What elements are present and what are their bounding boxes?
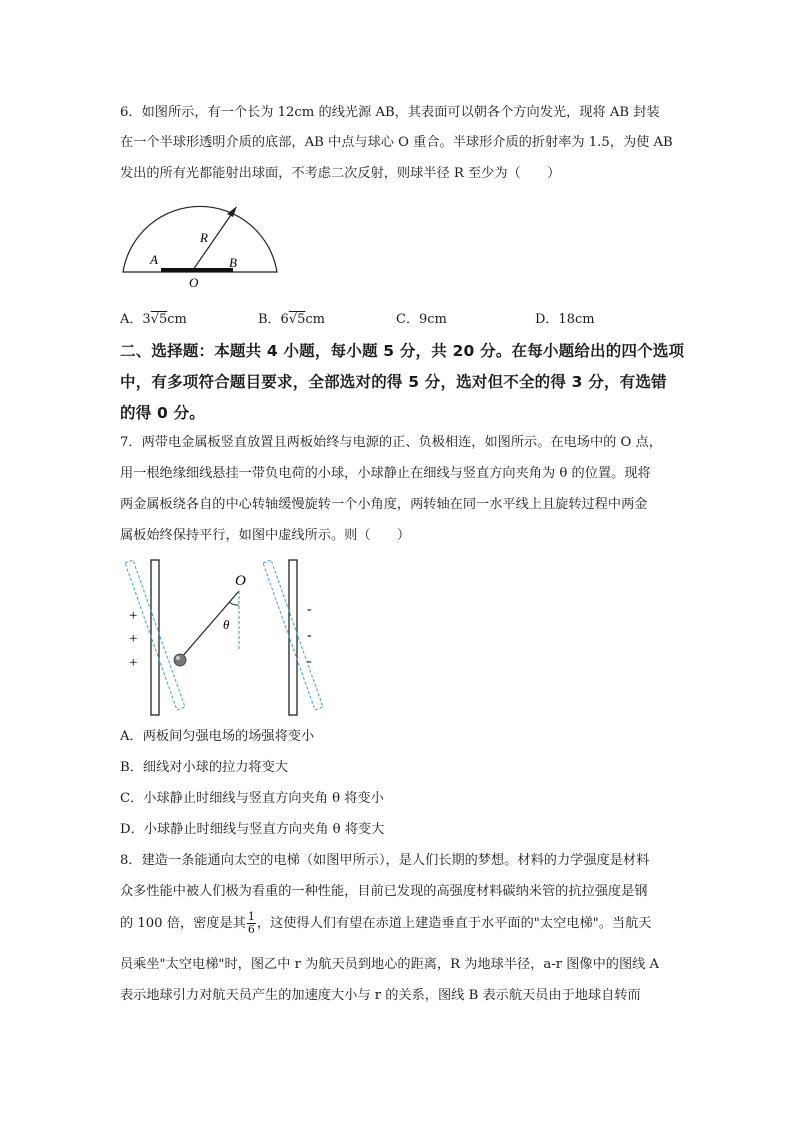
section2-line-3: 的得 0 分。 [120,404,205,422]
q7-option-c: C．小球静止时细线与竖直方向夹角 θ 将变小 [120,791,384,806]
q6-line-3: 发出的所有光都能射出球面，不考虑二次反射，则球半径 R 至少为（ ） [120,166,561,181]
label-A: A [150,252,158,267]
q6-line-1: 6．如图所示，有一个长为 12cm 的线光源 AB，其表面可以朝各个方向发光，现将 AB 封装 [120,105,660,120]
charged-ball [174,654,186,666]
q7-option-b: B．细线对小球的拉力将变大 [120,760,288,775]
q8-line-1: 8．建造一条能通向太空的电梯（如图甲所示），是人们长期的梦想。材料的力学强度是材料 [120,853,650,868]
q7-option-a: A．两板间匀强电场的场强将变小 [120,729,315,744]
q7-line-3: 两金属板绕各自的中心转轴缓慢旋转一个小角度，两转轴在同一水平线上且旋转过程中两金 [120,497,648,512]
right-plate [289,560,297,715]
q7-line-4: 属板始终保持平行，如图中虚线所示。则（ ） [120,528,411,543]
label-O: O [235,573,246,589]
q8-line-5: 表示地球引力对航天员产生的加速度大小与 r 的关系，图线 B 表示航天员由于地球自转而 [120,988,641,1003]
q7-plates-figure [115,555,335,720]
minus-sign-3: - [307,654,312,669]
fraction-one-sixth: $\frac{1}{6}$ [247,910,255,936]
angle-arc [229,602,239,605]
minus-sign-1: - [307,602,312,617]
q8-line-2: 众多性能中被人们极为看重的一种性能，目前已发现的高强度材料碳纳米管的抗拉强度是钢 [120,884,648,899]
q6-hemisphere-figure [115,190,285,290]
section2-line-1: 二、选择题：本题共 4 小题，每小题 5 分，共 20 分。在每小题给出的四个选项 [120,342,685,360]
radius-arrow [193,212,233,270]
plus-sign-2: + [129,631,138,647]
q6-option-c: C．9cm [396,312,447,327]
q7-line-1: 7．两带电金属板竖直放置且两板始终与电源的正、负极相连，如图所示。在电场中的 O 点， [120,435,662,450]
q8-line-4: 员乘坐"太空电梯"时，图乙中 r 为航天员到地心的距离，R 为地球半径，a-r 图像中的图线 A [120,957,660,972]
q6-option-a: A．3√5cm [120,312,187,327]
label-R: R [200,230,208,245]
q6-option-d: D．18cm [535,312,595,327]
q6-line-2: 在一个半球形透明介质的底部，AB 中点与球心 O 重合。半球形介质的折射率为 1.5，为使 AB [120,135,673,150]
label-O: O [189,275,199,290]
q7-option-d: D．小球静止时细线与竖直方向夹角 θ 将变大 [120,822,385,837]
q6-option-b: B．6√5cm [258,312,325,327]
thread [181,591,239,658]
plus-sign-3: + [129,655,138,671]
right-plate-rotated [263,560,323,710]
section2-line-2: 中，有多项符合题目要求，全部选对的得 5 分，选对但不全的得 3 分，有选错 [120,373,667,391]
q7-line-2: 用一根绝缘细线悬挂一带负电荷的小球，小球静止在细线与竖直方向夹角为 θ 的位置。现将 [120,466,651,481]
label-theta: θ [223,617,230,632]
plus-sign-1: + [129,608,138,624]
q8-line-3: 的 100 倍，密度是其 $\frac{1}{6}$ ，这使得人们有望在赤道上建造垂直于水平面的"太空电梯"。当航天 [120,910,652,936]
label-B: B [229,255,237,270]
left-plate [151,560,159,715]
minus-sign-2: - [307,628,312,643]
